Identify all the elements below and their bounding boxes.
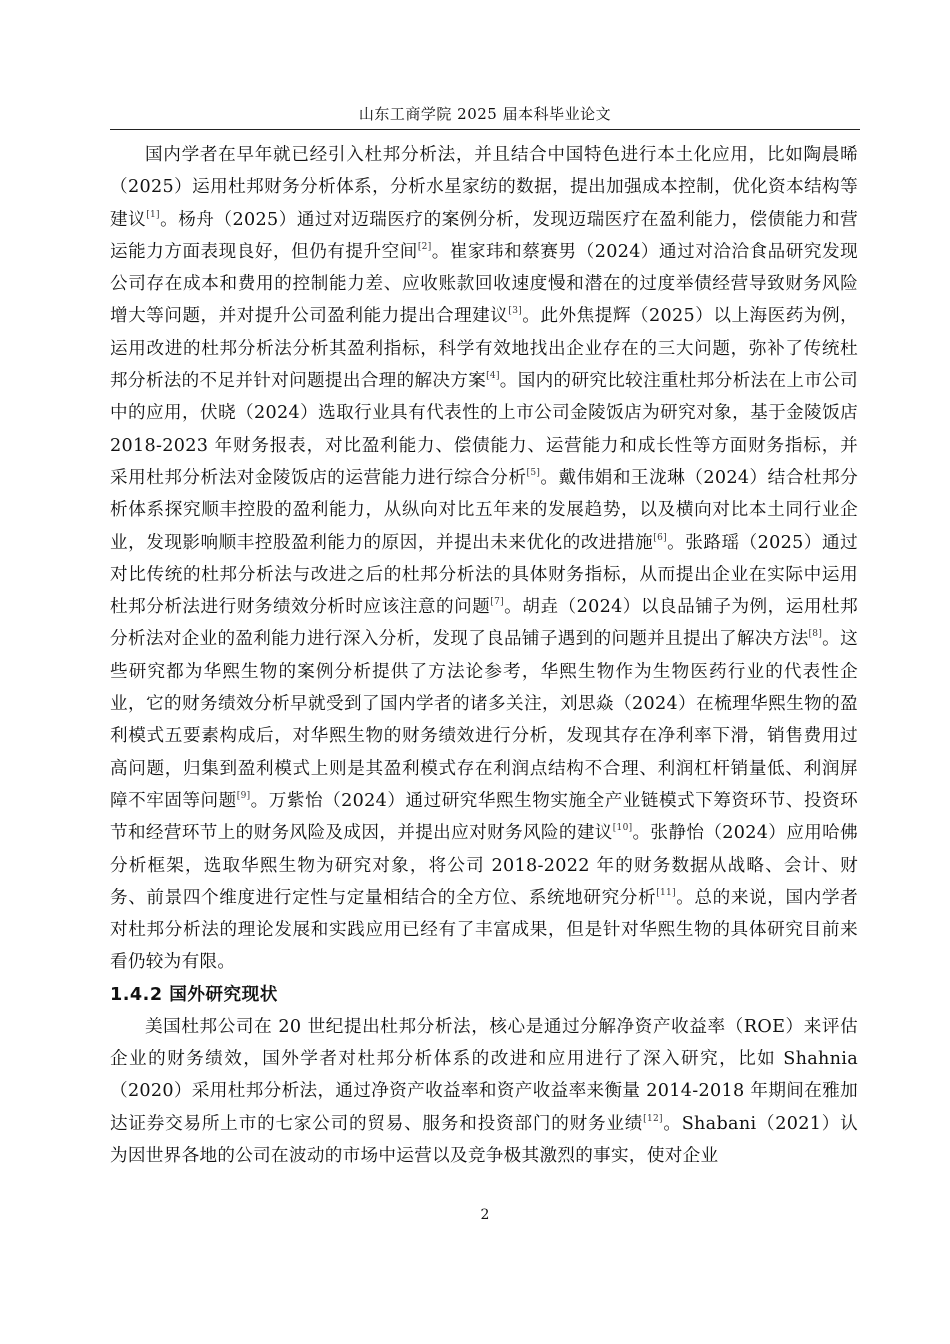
section-number: 1.4.2 xyxy=(110,984,163,1005)
document-body xyxy=(110,139,858,1172)
header-divider xyxy=(110,129,860,130)
section-heading xyxy=(110,979,858,1011)
text-segment: 。总的来说，国内学者对杜邦分析法的理论发展和实践应用已经有了丰富成果，但是针对华熙生物的具体研究目前来看仍较为有限。 xyxy=(110,887,858,973)
text-segment: 。崔家玮和蔡赛男（2024）通过对洽洽食品研究发现公司存在成本和费用的控制能力差、应收账款回收速度慢和潜在的过度举债经营导致财务风险增大等问题，并对提升公司盈利能力提出合理建议 xyxy=(110,241,858,327)
citation[interactable]: [12] xyxy=(643,1113,663,1124)
text-segment: 。国内的研究比较注重杜邦分析法在上市公司中的应用，伏晓（2024）选取行业具有代表性的上市公司金陵饭店为研究对象，基于金陵饭店 2018-2023 年财务报表，对比盈利能力、偿债能力、运营能力和成长性等方面财务指标，并采用杜邦分析法对金陵饭店的运营能力进行综合分析 xyxy=(110,371,858,488)
text-segment: 。这些研究都为华熙生物的案例分析提供了方法论参考，华熙生物作为生物医药行业的代表性企业，它的财务绩效分析早就受到了国内学者的诸多关注，刘思焱（2024）在梳理华熙生物的盈利模式五要素构成后，对华熙生物的财务绩效进行分析，发现其存在净利率下滑，销售费用过高问题，归集到盈利模式上则是其盈利模式存在利润点结构不合理、利润杠杆销量低、利润屏障不牢固等问题 xyxy=(110,629,858,811)
citation[interactable]: [3] xyxy=(508,306,523,317)
text-segment: 。杨舟（2025）通过对迈瑞医疗的案例分析，发现迈瑞医疗在盈利能力，偿债能力和营运能力方面表现良好，但仍有提升空间 xyxy=(110,209,858,262)
citation[interactable]: [2] xyxy=(417,241,432,252)
citation[interactable]: [11] xyxy=(656,887,676,898)
citation[interactable]: [7] xyxy=(490,597,504,608)
text-segment: 国内学者在早年就已经引入杜邦分析法，并且结合中国特色进行本土化应用，比如陶晨晞（2025）运用杜邦财务分析体系，分析水星家纺的数据，提出加强成本控制，优化资本结构等建议 xyxy=(110,145,858,230)
section-title: 国外研究现状 xyxy=(169,984,278,1005)
citation[interactable]: [6] xyxy=(653,532,667,543)
text-segment: 。张路瑶（2025）通过对比传统的杜邦分析法与改进之后的杜邦分析法的具体财务指标，从而提出企业在实际中运用杜邦分析法进行财务绩效分析时应该注意的问题 xyxy=(110,532,858,618)
citation[interactable]: [9] xyxy=(236,790,251,801)
foreign-research-paragraph xyxy=(110,1011,858,1172)
text-segment: 。万紫怡（2024）通过研究华熙生物实施全产业链模式下筹资环节、投资环节和经营环节上的财务风险及成因，并提出应对财务风险的建议 xyxy=(110,790,858,844)
text-segment: 。此外焦提辉（2025）以上海医药为例，运用改进的杜邦分析法分析其盈利指标，科学有效地找出企业存在的三大问题，弥补了传统杜邦分析法的不足并针对问题提出合理的解决方案 xyxy=(110,306,858,392)
domestic-research-paragraph xyxy=(110,139,858,979)
text-segment: 。戴伟娟和王泷琳（2024）结合杜邦分析体系探究顺丰控股的盈利能力，从纵向对比五年来的发展趋势，以及横向对比本土同行业企业，发现影响顺丰控股盈利能力的原因，并提出未来优化的改进措施 xyxy=(110,467,858,553)
citation[interactable]: [4] xyxy=(486,371,500,382)
page-number: 2 xyxy=(480,1207,490,1223)
citation[interactable]: [1] xyxy=(146,209,160,220)
citation[interactable]: [8] xyxy=(808,629,823,640)
text-segment: 。张静怡（2024）应用哈佛分析框架，选取华熙生物为研究对象，将公司 2018-2022 年的财务数据从战略、会计、财务、前景四个维度进行定性与定量相结合的全方位、系统地研究分析 xyxy=(110,823,859,908)
text-segment: 美国杜邦公司在 20 世纪提出杜邦分析法，核心是通过分解净资产收益率（ROE）来评估企业的财务绩效，国外学者对杜邦分析体系的改进和应用进行了深入研究，比如 Shahnia（2020）采用杜邦分析法，通过净资产收益率和资产收益率来衡量 2014-2018 年期间在雅加达证券交易所上市的七家公司的贸易、服务和投资部门的财务业绩 xyxy=(110,1016,858,1134)
text-segment: 。Shabani（2021）认为因世界各地的公司在波动的市场中运营以及竞争极其激烈的事实，使对企业 xyxy=(110,1113,859,1166)
running-header: 山东工商学院 2025 届本科毕业论文 xyxy=(358,105,612,123)
text-segment: 。胡垚（2024）以良品铺子为例，运用杜邦分析法对企业的盈利能力进行深入分析，发现了良品铺子遇到的问题并且提出了解决方法 xyxy=(110,597,858,650)
citation[interactable]: [5] xyxy=(526,467,541,478)
citation[interactable]: [10] xyxy=(612,823,633,834)
